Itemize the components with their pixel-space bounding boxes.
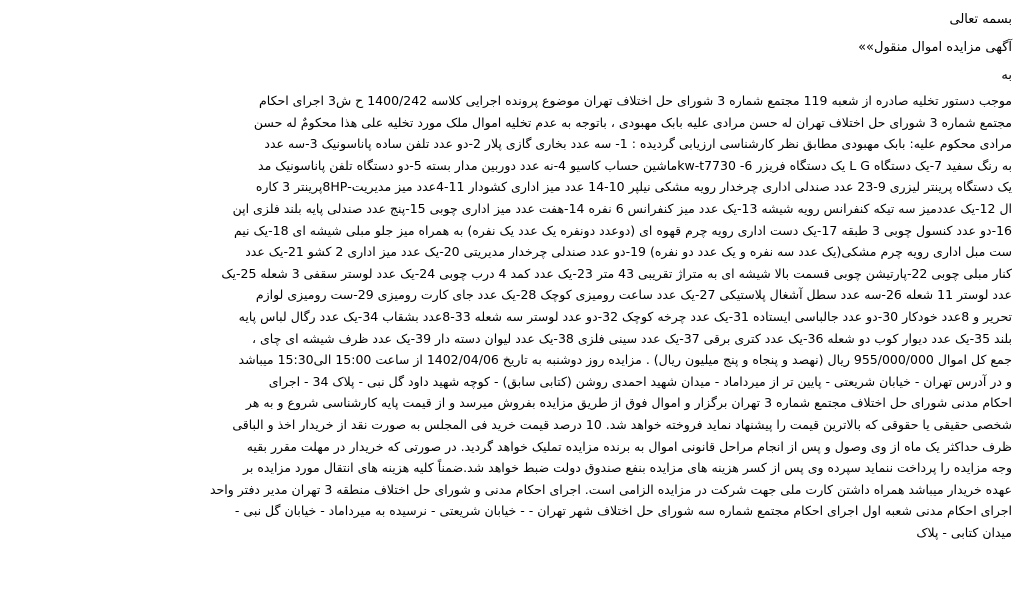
- addressee-text: به: [1001, 68, 1012, 83]
- body-line: ال 12-یک عددمیز سه تیکه کنفرانس رویه شیشه 13-یک عدد میز کنفرانس 6 نفره 14-هفت عدد میز اداری چوبی 15-پنج عدد صندلی پایه بلند فلزی اپن: [232, 200, 1012, 216]
- notice-header: [14, 6, 1012, 90]
- body-line: کنار مبلی چوبی 22-پارتیشن چوبی قسمت بالا شیشه ای به متراژ تقریبی 43 متر 23-یک عدد کمد 4 درب چوبی 24-یک عدد لوستر سقفی 3 شعله 25-یک: [221, 265, 1012, 281]
- body-line: تحریر و 8عدد خودکار 30-دو عدد جالباسی ایستاده 31-یک عدد چرخه کوچک 32-دو عدد لوستر سه شعله 33-8عدد بشقاب 34-یک عدد رگال لباس پایه: [238, 308, 1012, 324]
- body-line: شخصی حقیقی یا حقوقی که بالاترین قیمت را پیشنهاد نماید فروخته خواهد شد. 10 درصد قیمت خرید فی المجلس به صورت نقد از خریدار اخذ و الباقی: [232, 416, 1012, 432]
- body-line: 16-دو عدد کنسول چوبی 3 طبقه 17-یک دست اداری رویه چرم قهوه ای (دوعدد دونفره یک عدد یک نفره) به همراه میز جلو مبلی شیشه ای 18-یک نیم: [233, 222, 1012, 238]
- body-line: اجرای احکام مدنی شعبه اول اجرای احکام مجتمع شماره سه شورای حل اختلاف شهر تهران - - خیابان شریعتی - نرسیده به میرداماد - خیابان گل نبی -: [234, 503, 1012, 519]
- body-line: و در آدرس تهران - خیابان شریعتی - پایین تر از میرداماد - میدان شهید احمدی روشن (کتابی سابق) - کوچه شهید داود گل نبی - پلاک 34 - اجرای: [268, 373, 1012, 389]
- notice-title: آگهی مزایده اموال منقول»»: [858, 40, 1012, 55]
- body-line: مجتمع شماره 3 شورای حل اختلاف تهران له حسن مرادی علیه بابک مهبودی ، باتوجه به عدم تخلیه اموال ملک مورد تخلیه علی هذا محکومٌ له حسن: [253, 114, 1012, 130]
- body-line: به رنگ سفید 7-یک دستگاه L G یک دستگاه فریزر 6- kw-t7730ماشین حساب کاسیو 4-نه عدد دوربین مدار بسته 5-دو دستگاه تلفن پاناسونیک مد: [258, 157, 1012, 173]
- body-line: مرادی محکوم علیه: بابک مهبودی مطابق نظر کارشناسی ارزیابی گردیده : 1- سه عدد بخاری گازی پلار 2-دو عدد تلفن ساده پاناسونیک 3-سه عدد: [264, 136, 1012, 152]
- body-line: میدان کتابی - پلاک: [916, 524, 1012, 540]
- body-line: عدد لوستر 11 شعله 26-سه عدد سطل آشغال پلاستیکی 27-یک عدد ساعت رومیزی کوچک 28-یک عدد جای کارت رومیزی 29-ست رومیزی لوازم: [255, 287, 1012, 303]
- body-line: ست مبل اداری رویه چرم مشکی(یک عدد سه نفره و یک عدد دو نفره) 19-دو عدد صندلی چرخدار مدیریتی 20-یک عدد میز اداری 2 کشو 21-یک عدد: [245, 244, 1012, 260]
- body-line: عهده خریدار میباشد همراه داشتن کارت ملی جهت شرکت در مزایده الزامی است. اجرای احکام مدنی و شورای حل اختلاف منطقه 3 تهران مدیر دفتر واحد: [210, 481, 1012, 497]
- body-line: بلند 35-یک عدد دیوار کوب دو شعله 36-یک عدد کتری برقی 37-یک عدد سینی فلزی 38-یک عدد لیوان دسته دار 39-یک عدد ظرف شیشه ای چای ،: [252, 330, 1012, 346]
- body-line: موجب دستور تخلیه صادره از شعبه 119 مجتمع شماره 3 شورای حل اختلاف تهران موضوع پرونده اجرایی کلاسه 1400/242 ح ش3 اجرای احکام: [259, 93, 1012, 108]
- body-line: وجه مزایده را پرداخت ننماید سپرده وی پس از کسر هزینه های مزایده بنفع صندوق دولت ضبط خواهد شد.ضمناً کلیه هزینه های انتقال مورد مزایده بر: [243, 460, 1012, 476]
- body-line: احکام مدنی شورای حل اختلاف مجتمع شماره 3 تهران برگزار و اموال فوق از طریق مزایده بفروش میرسد و از قیمت پایه کارشناسی شروع و به هر: [245, 395, 1012, 411]
- body-line: جمع کل اموال 955/000/000 ریال (نهصد و پنجاه و پنج میلیون ریال) . مزایده روز دوشنبه به تاریخ 1402/04/06 از ساعت 15:00 الی15:30 میباشد: [238, 352, 1012, 368]
- notice-body: [14, 90, 1012, 543]
- body-line: ظرف حداکثر یک ماه از وی وصول و پس از انجام مراحل قانونی اموال به برنده مزایده تملیک خواهد گردید. در صورتی که خریدار در مهلت مقرر بقیه: [246, 438, 1012, 454]
- invocation-text: بسمه تعالی: [949, 12, 1012, 27]
- body-line: یک دستگاه پرینتر لیزری 9-23 عدد صندلی اداری چرخدار رویه مشکی نیلپر 10-14 عدد میز اداری کشودار 11-4عدد میز مدیریت-8HPپرینتر 3 کاره: [255, 179, 1012, 195]
